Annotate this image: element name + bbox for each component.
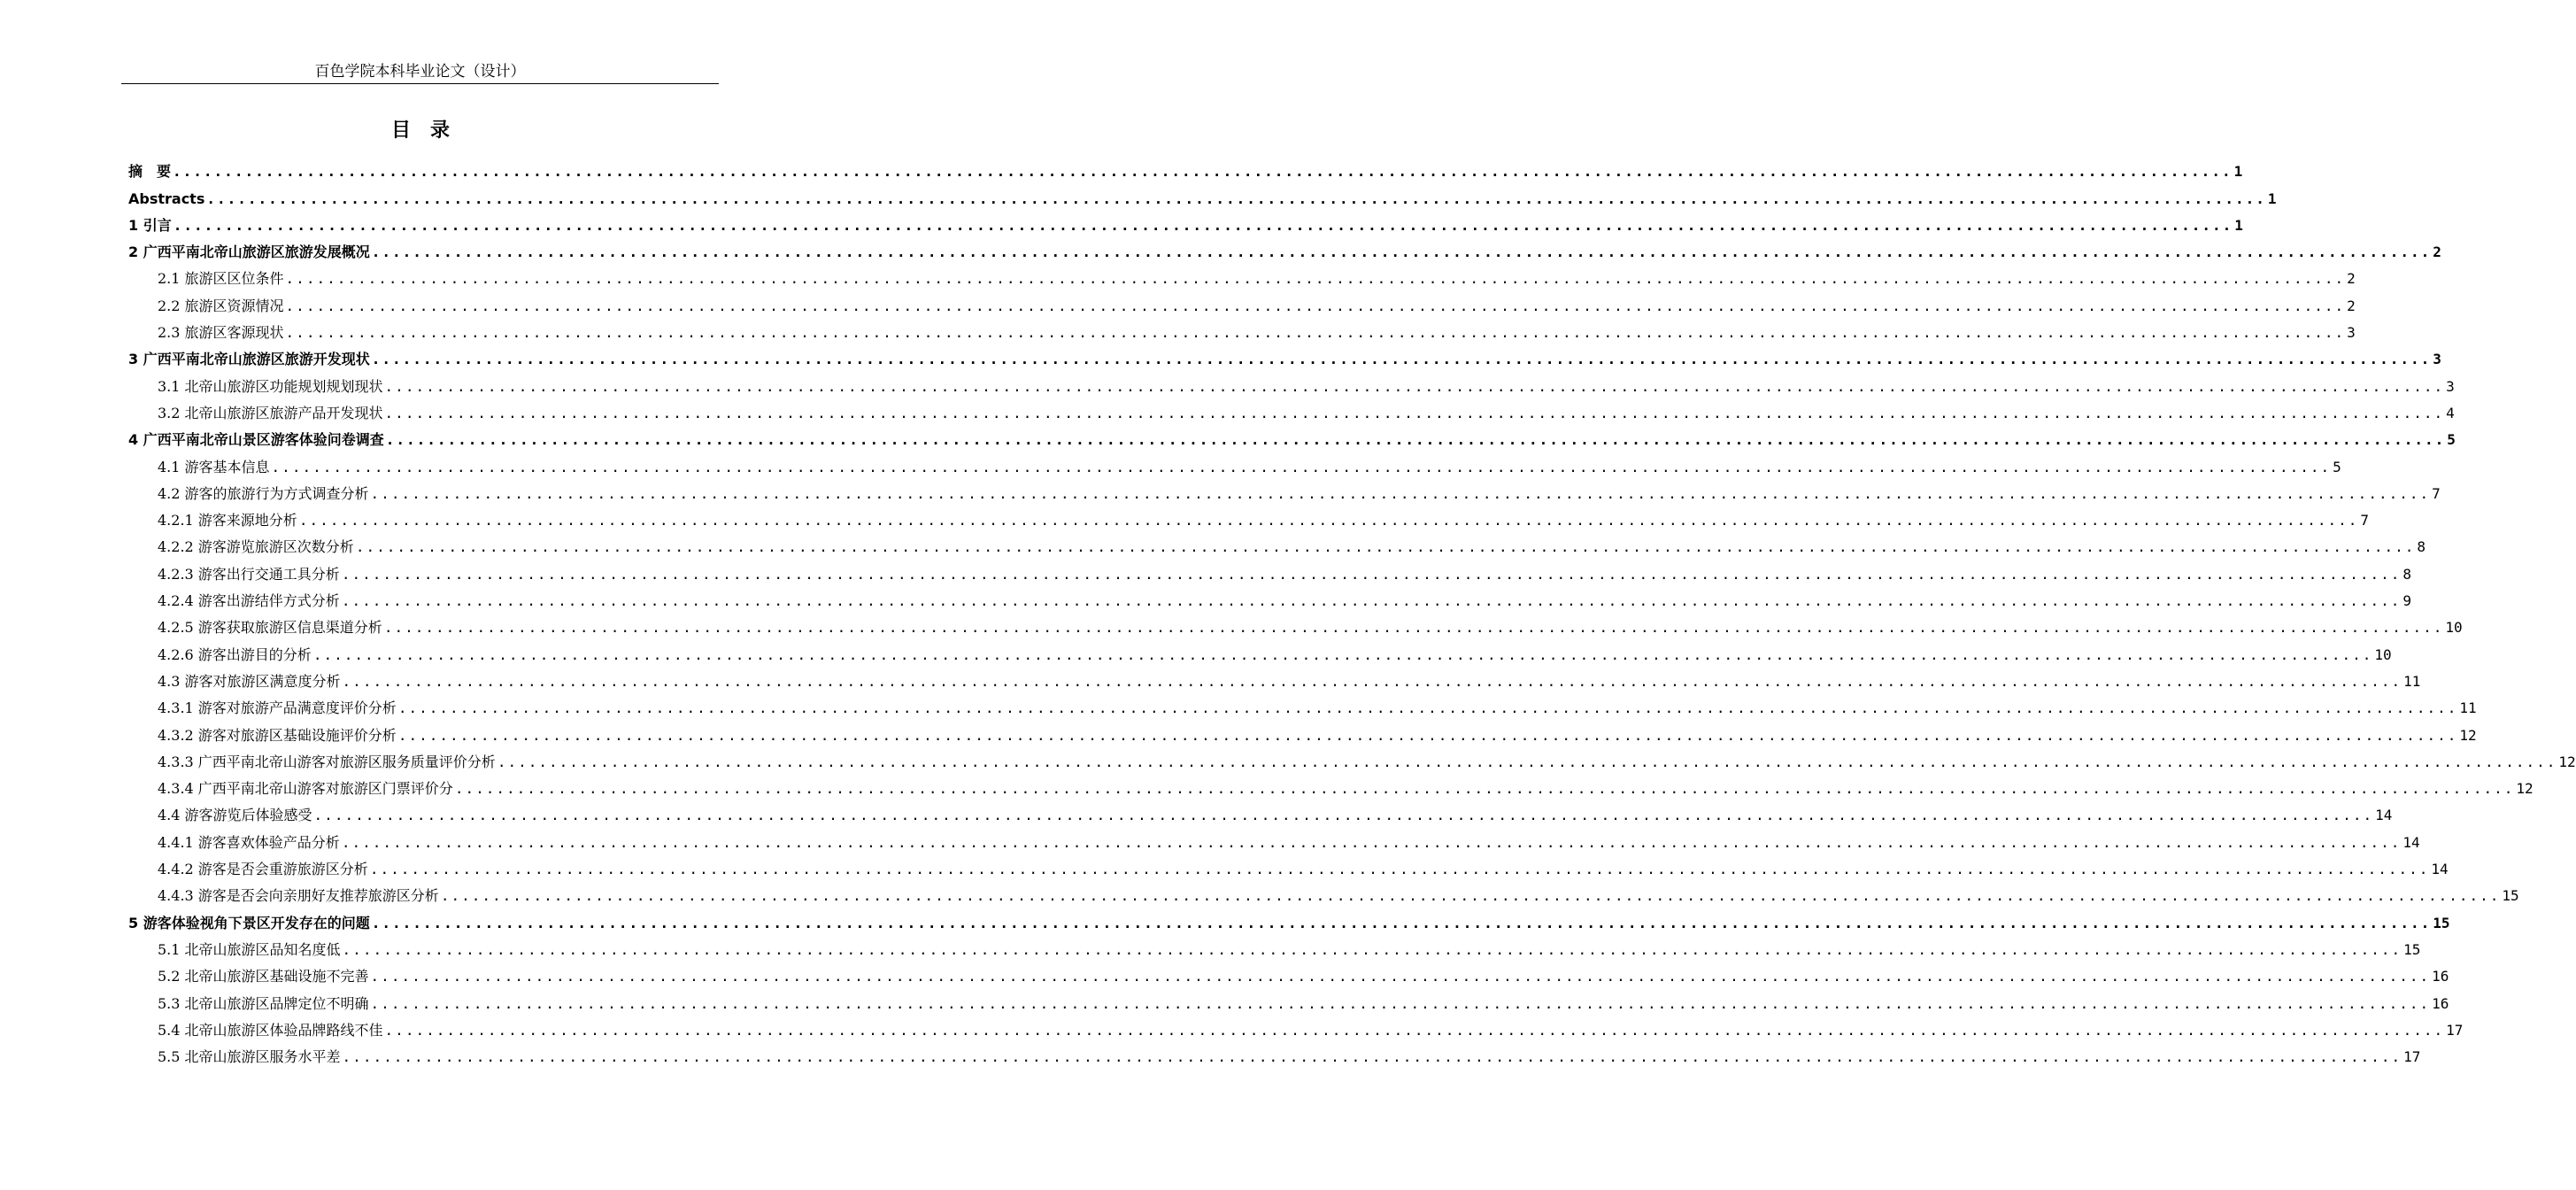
toc-leader-dots: ........................................................................................................................................................................................................ — [313, 807, 2374, 824]
page-header: 百色学院本科毕业论文（设计） — [121, 60, 719, 84]
toc-leader-dots: ........................................................................................................................................................................................................ — [285, 270, 2346, 288]
toc-entry-page: 2 — [2433, 243, 2441, 261]
toc-entry-page: 17 — [2403, 1048, 2421, 1066]
toc-leader-dots: ........................................................................................................................................................................................................ — [341, 833, 2402, 851]
toc-leader-dots: ........................................................................................................................................................................................................ — [342, 940, 2402, 958]
toc-entry-page: 1 — [2233, 163, 2243, 181]
toc-leader-dots: ........................................................................................................................................................................................................ — [397, 699, 2458, 717]
toc-entry[interactable] — [128, 507, 2370, 534]
toc-entry[interactable] — [128, 373, 2455, 399]
toc-entry-label: 4.4.1 游客喜欢体验产品分析 — [158, 833, 340, 851]
toc-leader-dots: ........................................................................................................................................................................................................ — [271, 458, 2332, 475]
toc-entry[interactable] — [128, 212, 2243, 239]
toc-leader-dots: ........................................................................................................................................................................................................ — [370, 484, 2431, 502]
toc-entry-label: 4.4.2 游客是否会重游旅游区分析 — [158, 861, 368, 878]
toc-leader-dots: ........................................................................................................................................................................................................ — [206, 189, 2266, 207]
toc-entry-label: 4.2.4 游客出游结伴方式分析 — [158, 592, 340, 610]
toc-leader-dots: ........................................................................................................................................................................................................ — [341, 565, 2402, 583]
toc-entry-page: 3 — [2433, 351, 2441, 368]
toc-entry[interactable] — [128, 346, 2441, 373]
toc-leader-dots: ........................................................................................................................................................................................................ — [371, 243, 2432, 261]
toc-entry-page: 8 — [2417, 538, 2426, 556]
toc-entry-page: 12 — [2516, 780, 2534, 798]
toc-entry-label: 摘 要 — [128, 163, 172, 181]
toc-entry-page: 17 — [2446, 1021, 2464, 1039]
toc-leader-dots: ........................................................................................................................................................................................................ — [370, 968, 2431, 985]
toc-entry-label: 4.3 游客对旅游区满意度分析 — [158, 672, 341, 690]
toc-entry[interactable] — [128, 158, 2243, 185]
toc-leader-dots: ........................................................................................................................................................................................................ — [173, 163, 2233, 181]
toc-entry[interactable] — [128, 427, 2456, 453]
toc-entry[interactable] — [128, 641, 2392, 668]
toc-entry[interactable] — [128, 937, 2421, 963]
toc-entry-page: 5 — [2333, 458, 2341, 475]
toc-entry-label: 2.2 旅游区资源情况 — [158, 297, 284, 314]
toc-entry[interactable] — [128, 963, 2449, 990]
toc-entry-label: 3.1 北帝山旅游区功能规划规划现状 — [158, 377, 383, 395]
toc-entry[interactable] — [128, 481, 2441, 507]
toc-entry[interactable] — [128, 453, 2341, 480]
toc-entry-page: 4 — [2446, 404, 2455, 421]
toc-leader-dots: ........................................................................................................................................................................................................ — [440, 887, 2501, 905]
toc-entry[interactable] — [128, 829, 2420, 855]
toc-entry-label: 5.3 北帝山旅游区品牌定位不明确 — [158, 994, 369, 1012]
toc-entry[interactable] — [128, 185, 2277, 212]
toc-entry[interactable] — [128, 560, 2412, 587]
toc-entry[interactable] — [128, 400, 2455, 427]
toc-entry-label: 5 游客体验视角下景区开发存在的问题 — [128, 914, 370, 931]
toc-entry[interactable] — [128, 668, 2421, 695]
toc-entry-page: 11 — [2459, 699, 2477, 717]
toc-leader-dots: ........................................................................................................................................................................................................ — [454, 780, 2515, 798]
toc-entry[interactable] — [128, 856, 2449, 883]
toc-leader-dots: ........................................................................................................................................................................................................ — [371, 351, 2432, 368]
toc-entry-page: 2 — [2347, 270, 2356, 288]
toc-entry[interactable] — [128, 776, 2534, 802]
toc-entry-page: 15 — [2502, 887, 2519, 905]
toc-entry-label: 4.2.5 游客获取旅游区信息渠道分析 — [158, 619, 382, 637]
toc-entry[interactable] — [128, 990, 2449, 1016]
toc-leader-dots: ........................................................................................................................................................................................................ — [383, 619, 2444, 637]
toc-entry-page: 14 — [2402, 833, 2420, 851]
toc-entry-page: 1 — [2234, 216, 2243, 234]
toc-entry-label: 3.2 北帝山旅游区旅游产品开发现状 — [158, 404, 383, 421]
toc-entry-label: 5.4 北帝山旅游区体验品牌路线不佳 — [158, 1021, 383, 1039]
toc-leader-dots: ........................................................................................................................................................................................................ — [285, 324, 2346, 342]
toc-entry-page: 15 — [2403, 940, 2421, 958]
toc-entry-page: 12 — [2558, 753, 2576, 770]
toc-entry-label: 4.3.2 游客对旅游区基础设施评价分析 — [158, 726, 397, 744]
toc-entry-page: 10 — [2445, 619, 2463, 637]
toc-entry-page: 14 — [2375, 807, 2393, 824]
toc-leader-dots: ........................................................................................................................................................................................................ — [384, 1021, 2445, 1039]
toc-entry-label: 3 广西平南北帝山旅游区旅游开发现状 — [128, 351, 370, 368]
toc-entry-label: 4.2 游客的旅游行为方式调查分析 — [158, 484, 369, 502]
toc-entry-label: 5.2 北帝山旅游区基础设施不完善 — [158, 968, 369, 985]
toc-entry-page: 3 — [2446, 377, 2455, 395]
toc-leader-dots: ........................................................................................................................................................................................................ — [384, 377, 2445, 395]
toc-entry[interactable] — [128, 292, 2356, 319]
toc-entry-label: 5.5 北帝山旅游区服务水平差 — [158, 1048, 341, 1066]
toc-entry-label: 4.3.3 广西平南北帝山游客对旅游区服务质量评价分析 — [158, 753, 496, 770]
toc-entry[interactable] — [128, 614, 2463, 641]
toc-entry[interactable] — [128, 722, 2477, 748]
toc-entry-label: 4.2.1 游客来源地分析 — [158, 512, 297, 529]
toc-entry-page: 11 — [2403, 672, 2421, 690]
toc-entry[interactable] — [128, 909, 2450, 936]
toc-entry-page: 8 — [2402, 565, 2412, 583]
toc-entry-label: 4.3.4 广西平南北帝山游客对旅游区门票评价分 — [158, 780, 453, 798]
toc-entry[interactable] — [128, 266, 2356, 292]
toc-entry[interactable] — [128, 1017, 2464, 1044]
toc-entry-label: 4 广西平南北帝山景区游客体验问卷调查 — [128, 431, 384, 449]
toc-entry-label: 4.1 游客基本信息 — [158, 458, 270, 475]
toc-entry[interactable] — [128, 588, 2412, 614]
toc-leader-dots: ........................................................................................................................................................................................................ — [285, 297, 2346, 314]
toc-entry-page: 14 — [2431, 861, 2449, 878]
page-title: 目录 — [390, 120, 469, 142]
toc-entry[interactable] — [128, 883, 2519, 909]
toc-entry-page: 16 — [2432, 968, 2449, 985]
toc-entry-label: 4.2.6 游客出游目的分析 — [158, 645, 312, 663]
toc-entry[interactable] — [128, 802, 2393, 829]
toc-entry-page: 7 — [2360, 512, 2370, 529]
toc-entry-page: 12 — [2459, 726, 2477, 744]
toc-leader-dots: ........................................................................................................................................................................................................ — [497, 753, 2557, 770]
toc-entry-label: 4.3.1 游客对旅游产品满意度评价分析 — [158, 699, 397, 717]
toc-leader-dots: ........................................................................................................................................................................................................ — [342, 1048, 2402, 1066]
toc-entry-label: Abstracts — [128, 189, 205, 207]
toc-entry-label: 2 广西平南北帝山旅游区旅游发展概况 — [128, 243, 370, 261]
toc-leader-dots: ........................................................................................................................................................................................................ — [312, 645, 2373, 663]
toc-entry-label: 4.4 游客游览后体验感受 — [158, 807, 312, 824]
toc-entry-page: 16 — [2432, 994, 2449, 1012]
toc-entry-page: 1 — [2267, 189, 2277, 207]
toc-entry-page: 9 — [2402, 592, 2412, 610]
toc-leader-dots: ........................................................................................................................................................................................................ — [371, 914, 2432, 931]
toc-leader-dots: ........................................................................................................................................................................................................ — [369, 861, 2430, 878]
toc-leader-dots: ........................................................................................................................................................................................................ — [385, 431, 2446, 449]
toc-entry-label: 4.2.2 游客游览旅游区次数分析 — [158, 538, 354, 556]
toc-entry-page: 10 — [2374, 645, 2392, 663]
toc-entry-label: 1 引言 — [128, 216, 172, 234]
toc-entry-page: 3 — [2347, 324, 2356, 342]
toc-entry[interactable] — [128, 1044, 2421, 1070]
toc-entry[interactable] — [128, 320, 2356, 346]
toc-leader-dots: ........................................................................................................................................................................................................ — [397, 726, 2458, 744]
toc-entry-page: 7 — [2432, 484, 2441, 502]
toc-leader-dots: ........................................................................................................................................................................................................ — [173, 216, 2233, 234]
toc-entry[interactable] — [128, 749, 2576, 776]
toc-entry-label: 4.2.3 游客出行交通工具分析 — [158, 565, 340, 583]
toc-entry-label: 4.4.3 游客是否会向亲朋好友推荐旅游区分析 — [158, 887, 439, 905]
toc-entry-page: 15 — [2433, 914, 2450, 931]
toc-entry-page: 2 — [2347, 297, 2356, 314]
toc-entry-label: 2.1 旅游区区位条件 — [158, 270, 284, 288]
toc-entry[interactable] — [128, 695, 2477, 722]
toc-entry-page: 5 — [2447, 431, 2456, 449]
toc-leader-dots: ........................................................................................................................................................................................................ — [370, 994, 2431, 1012]
toc-leader-dots: ........................................................................................................................................................................................................ — [341, 592, 2402, 610]
toc-leader-dots: ........................................................................................................................................................................................................ — [342, 672, 2402, 690]
toc-leader-dots: ........................................................................................................................................................................................................ — [298, 512, 2359, 529]
toc-entry[interactable] — [128, 534, 2426, 560]
toc-leader-dots: ........................................................................................................................................................................................................ — [355, 538, 2416, 556]
toc-leader-dots: ........................................................................................................................................................................................................ — [384, 404, 2445, 421]
toc-entry-label: 2.3 旅游区客源现状 — [158, 324, 284, 342]
toc-entry-label: 5.1 北帝山旅游区品知名度低 — [158, 940, 341, 958]
table-of-contents — [128, 158, 2576, 1070]
toc-entry[interactable] — [128, 239, 2441, 266]
